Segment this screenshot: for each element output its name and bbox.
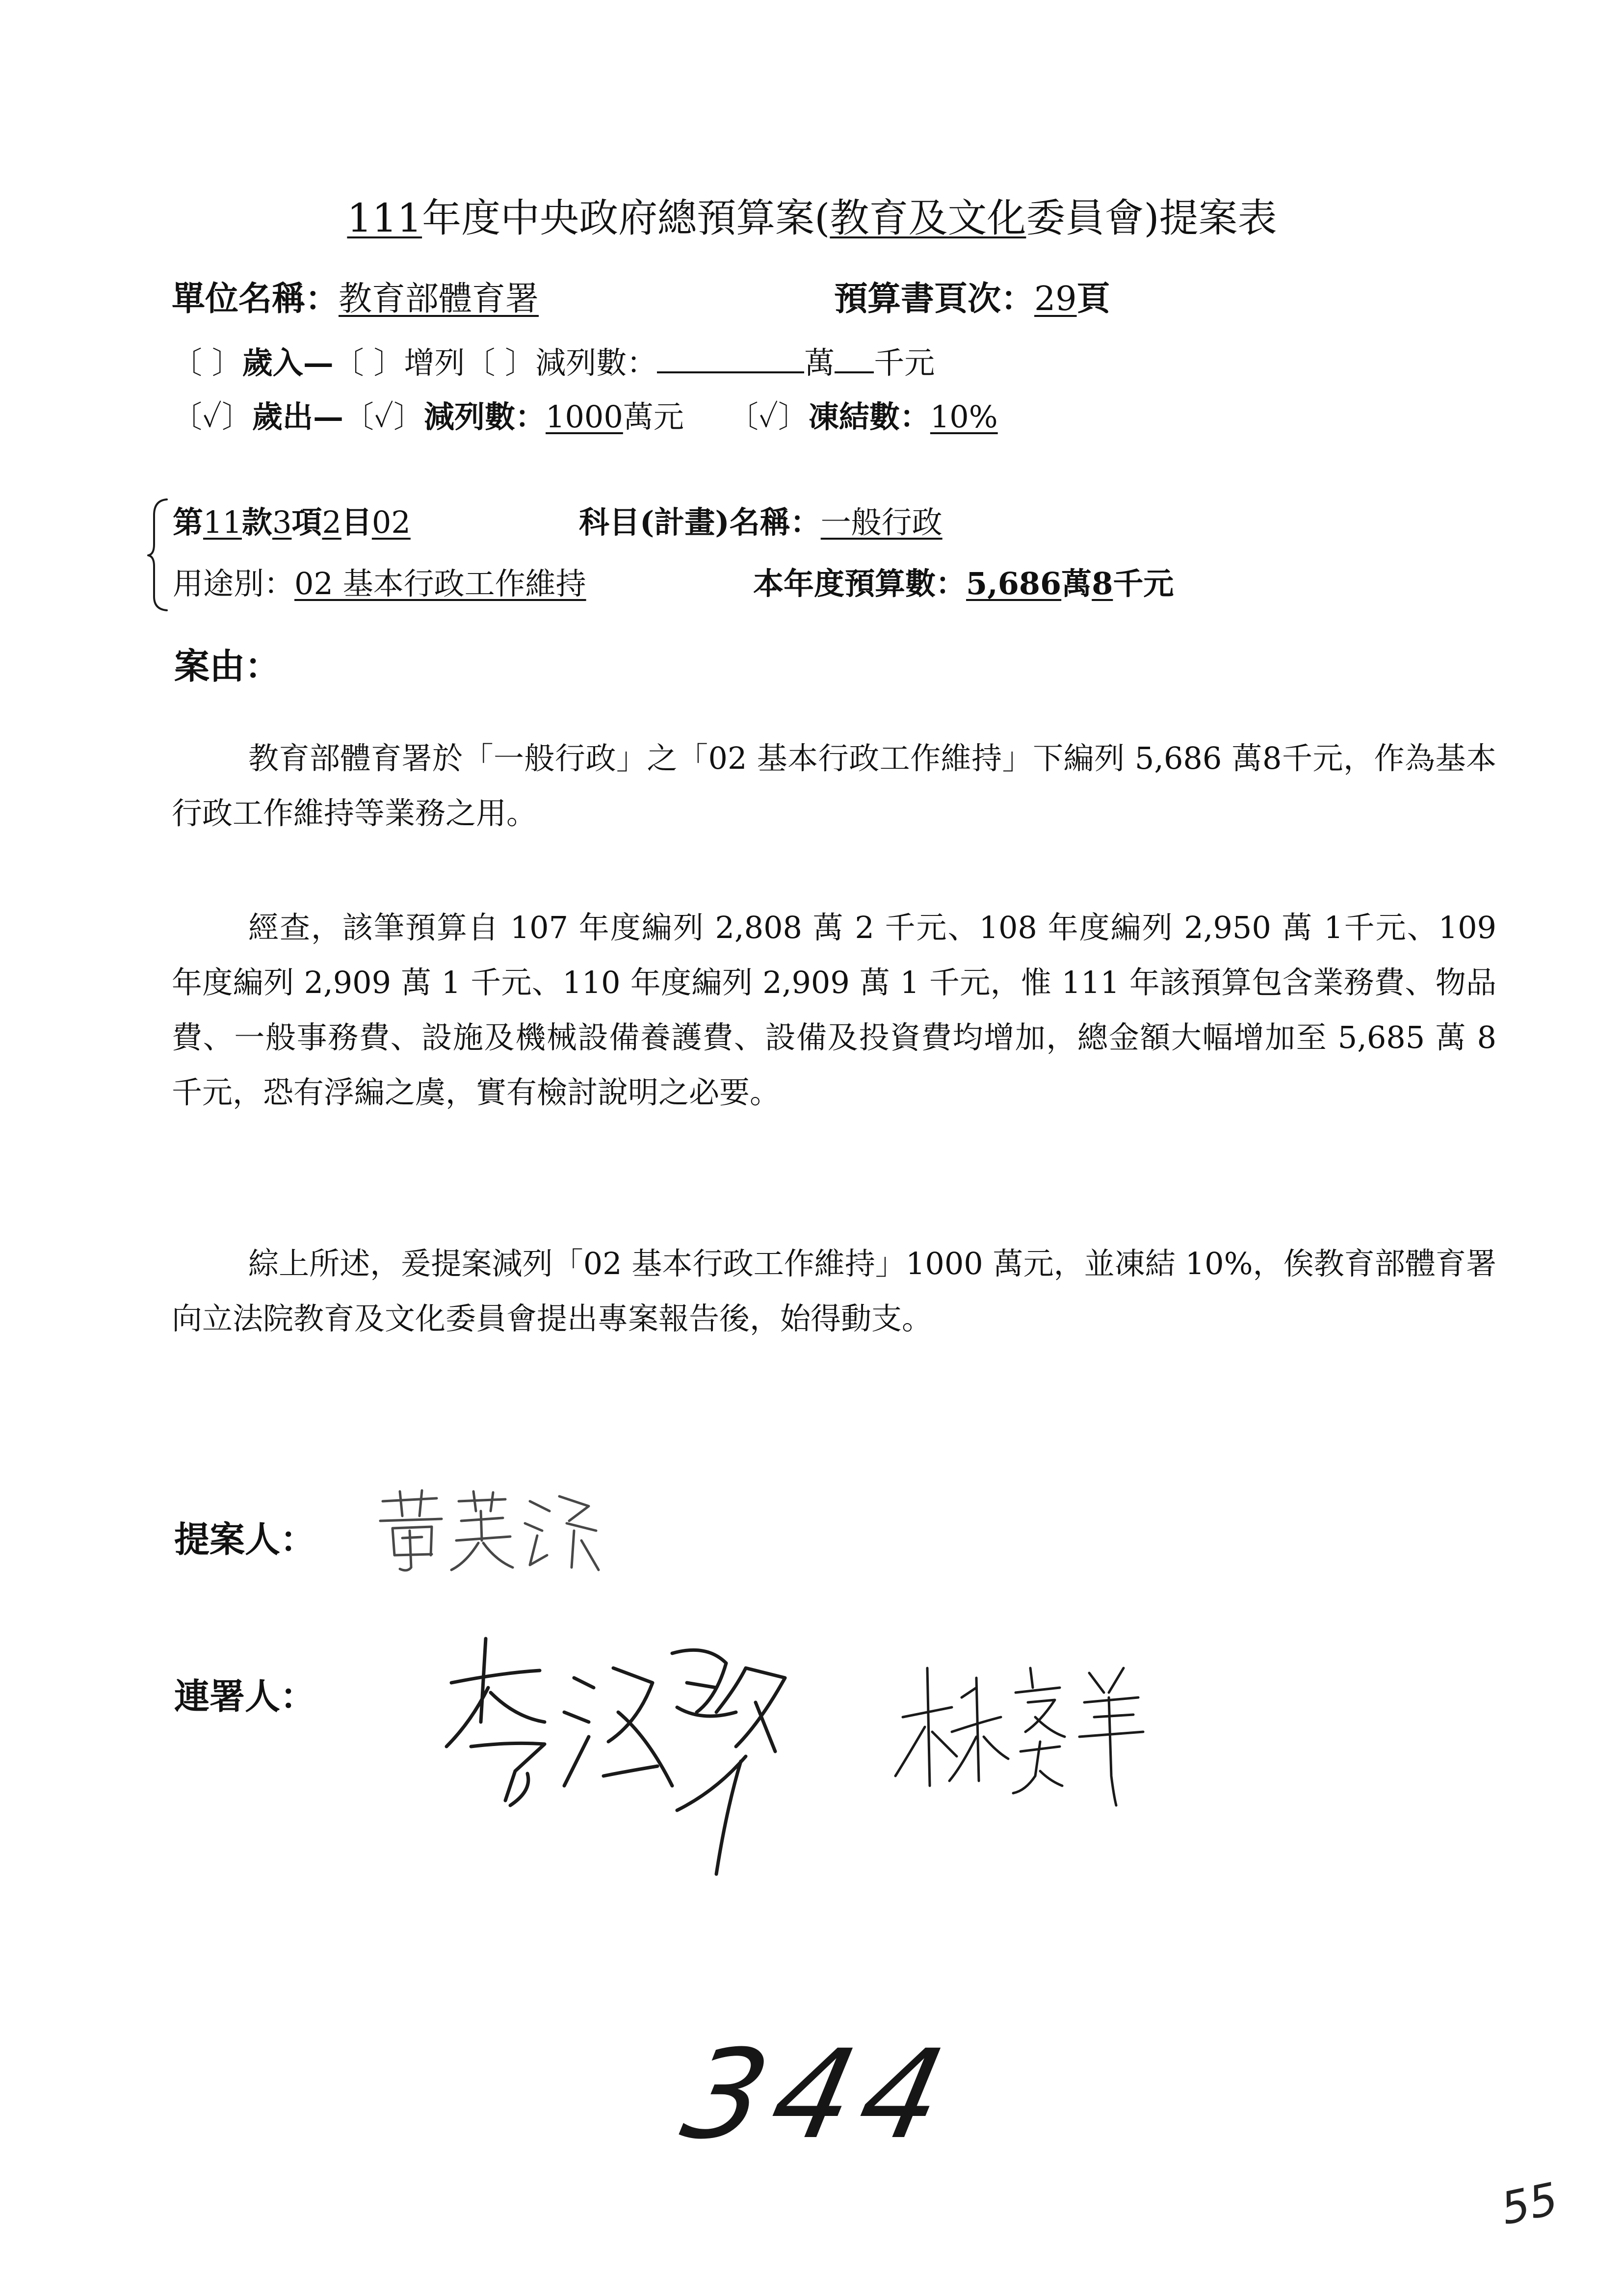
mu-unit: 目: [341, 504, 372, 540]
kuan-value: 11: [203, 504, 242, 540]
mu-value: 2: [322, 504, 341, 540]
revenue-increase-checkbox: 〔 〕: [333, 345, 404, 381]
expenditure-decrease-value: 1000: [546, 399, 623, 435]
expenditure-decrease-checkbox: 〔✓〕: [343, 399, 424, 435]
reason-paragraph-3: 綜上所述，爰提案減列「02 基本行政工作維持」1000 萬元，並凍結 10%，俟教育部體育署向立法院教育及文化委員會提出專案報告後，始得動支。: [172, 1246, 1496, 1336]
reason-paragraph-1: 教育部體育署於「一般行政」之「02 基本行政工作維持」下編列 5,686 萬8千元，作為基本行政工作維持等業務之用。: [172, 740, 1496, 831]
title-suffix: 委員會)提案表: [1026, 195, 1277, 241]
expenditure-checkbox: 〔✓〕: [172, 399, 252, 435]
subject-name-row: [579, 498, 943, 542]
expenditure-label: 歲出—: [252, 399, 344, 435]
unit-name-label: 單位名稱：: [172, 279, 339, 318]
revenue-label: 歲入—: [242, 345, 334, 381]
usage-label: 用途別：: [173, 566, 295, 601]
cosigner-signature-1: [442, 1624, 814, 1879]
title-year: 111: [347, 195, 422, 241]
title-committee: 教育及文化: [830, 195, 1026, 241]
expenditure-decrease-label: 減列數：: [424, 399, 546, 435]
annual-budget-qian-value: 8: [1092, 566, 1113, 601]
xiang-value: 3: [272, 504, 292, 540]
jie-value: 02: [371, 504, 411, 540]
handwritten-page-number: [672, 2023, 966, 2166]
expenditure-freeze-label: 凍結數：: [808, 399, 930, 435]
kuan-unit: 款: [241, 504, 272, 540]
kuan-prefix: 第: [173, 504, 204, 540]
proposer-signature: [373, 1482, 608, 1580]
subject-name-value: 一般行政: [820, 504, 943, 540]
revenue-decrease-label: 減列數：: [535, 345, 657, 381]
annual-budget-qian: 千元: [1113, 566, 1174, 601]
budget-page-unit: 頁: [1076, 279, 1110, 318]
revenue-decrease-checkbox: 〔 〕: [465, 345, 536, 381]
reason-paragraph-2: 經查，該筆預算自 107 年度編列 2,808 萬 2 千元、108 年度編列 2,950 萬 1千元、109 年度編列 2,909 萬 1 千元、110 年度編列 2,909 萬 1 千元，惟 111 年該預算包含業務費、物品費、一般事務費、設施及機械設備養護費、設備及投資費均增加，總金額大幅增加至 5,685 萬 8 千元，恐有浮編之虞，實有檢討說明之必要。: [172, 910, 1496, 1110]
expenditure-freeze-checkbox: 〔✓〕: [728, 399, 809, 435]
proposer-label: 提案人：: [174, 1518, 316, 1560]
revenue-wan-unit: 萬: [804, 345, 835, 381]
reason-heading: 案由：: [174, 645, 281, 687]
corner-page-number-text: 55: [1496, 2173, 1563, 2235]
expenditure-freeze-value: 10%: [930, 399, 998, 435]
cosigners-label: 連署人：: [174, 1675, 316, 1717]
budget-page-label: 預算書頁次：: [834, 279, 1035, 318]
subject-name-label: 科目(計畫)名稱：: [579, 504, 821, 540]
revenue-wan-blank: [657, 346, 804, 373]
document-title: [0, 186, 1624, 243]
budget-page-row: [834, 272, 1110, 320]
unit-name-value: 教育部體育署: [339, 280, 539, 318]
revenue-row: [172, 339, 935, 382]
unit-name-row: [172, 272, 539, 320]
usage-row: [173, 559, 586, 603]
budget-page-value: 29: [1034, 280, 1077, 318]
revenue-increase-label: 增列: [404, 345, 465, 381]
cosigner-signature-2: [893, 1658, 1168, 1835]
revenue-qian-blank: [835, 346, 874, 373]
expenditure-row: [172, 392, 998, 436]
revenue-qian-unit: 千元: [874, 345, 935, 381]
title-prefix: 年度中央政府總預算案(: [422, 195, 830, 241]
handwritten-page-number-text: 344: [672, 2023, 966, 2166]
subject-code-row: [173, 498, 411, 542]
subject-bracket: [147, 496, 172, 613]
xiang-unit: 項: [291, 504, 322, 540]
annual-budget-wan: 萬: [1061, 566, 1092, 601]
annual-budget-label: 本年度預算數：: [753, 566, 967, 601]
annual-budget-row: [753, 559, 1174, 603]
annual-budget-value: 5,686: [966, 566, 1062, 601]
corner-page-number: [1496, 2173, 1563, 2235]
revenue-checkbox: 〔 〕: [172, 345, 242, 381]
expenditure-decrease-unit: 萬元: [623, 399, 684, 435]
usage-value: 02 基本行政工作維持: [294, 566, 586, 601]
